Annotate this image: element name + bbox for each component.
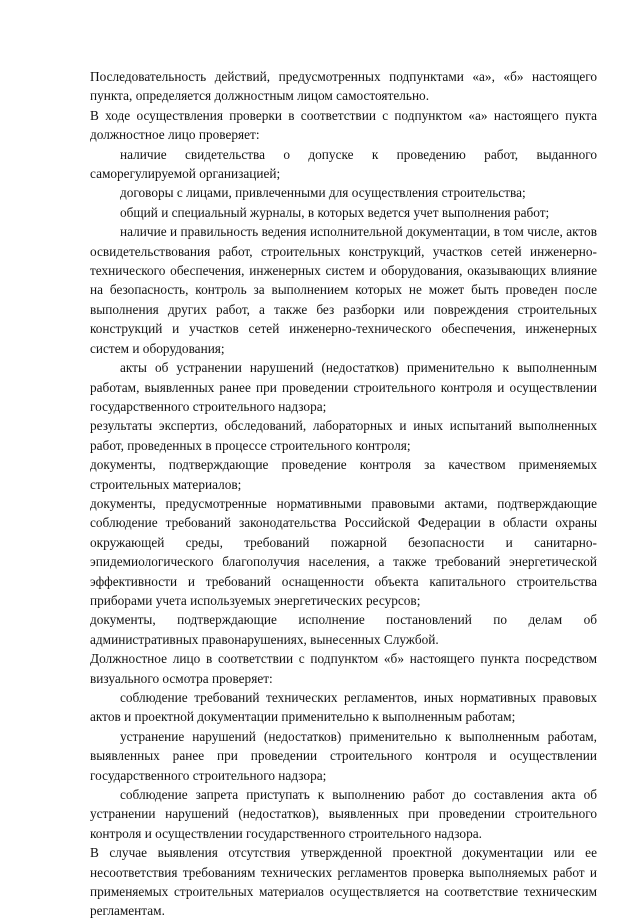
paragraph-2: В ходе осуществления проверки в соответствии с подпунктом «а» настоящего пукта должностное лицо проверяет: (90, 107, 597, 143)
paragraph-11: документы, подтверждающие исполнение постановлений по делам об административных правонарушениях, вынесенных Службой. (90, 612, 597, 647)
paragraph-3: наличие свидетельства о допуске к проведению работ, выданного саморегулируемой организацией; (90, 146, 597, 182)
paragraph-1: Последовательность действий, предусмотренных подпунктами «а», «б» настоящего пункта, определяется должностным лицом самостоятельно. (90, 69, 597, 104)
paragraph-10: документы, предусмотренные нормативными правовыми актами, подтверждающие соблюдение требований законодательства Российской Федерации в области охраны окружающей среды, требований пожарной безопасности и санитарно-эпидемиологического благополучия населения, а также требований энергетической эффективности и требований оснащенности объекта капитального строительства приборами учета используемых энергетических ресурсов; (90, 495, 597, 608)
paragraph-7: акты об устранении нарушений (недостатков) применительно к выполненным работам, выявленных ранее при проведении строительного контроля и осуществлении государственного строительного надзора; (90, 360, 597, 414)
paragraph-5: общий и специальный журналы, в которых ведется учет выполнения работ; (120, 204, 550, 220)
paragraph-15: соблюдение запрета приступать к выполнению работ до составления акта об устранении нарушений (недостатков), выявленных при проведении строительного контроля и осуществлении государственного строительного надзора. (90, 787, 597, 841)
paragraph-9: документы, подтверждающие проведение контроля за качеством применяемых строительных материалов; (90, 457, 597, 492)
paragraph-4: договоры с лицами, привлеченными для осуществления строительства; (120, 185, 526, 201)
paragraph-6: наличие и правильность ведения исполнительной документации, в том числе, актов освидетельствования работ, строительных конструкций, участков сетей инженерно-технического обеспечения, инженерных систем и оборудования, оказывающих влияние на безопасность, контроль за выполнением которых не может быть проведен после выполнения других работ, а также без разборки или повреждения строительных конструкций и участков сетей инженерно-технического обеспечения, инженерных систем и оборудования; (90, 224, 597, 356)
paragraph-13: соблюдение требований технических регламентов, иных нормативных правовых актов и проектной документации применительно к выполненным работам; (90, 690, 597, 725)
paragraph-8: результаты экспертиз, обследований, лабораторных и иных испытаний выполненных работ, проведенных в процессе строительного контроля; (90, 418, 597, 453)
paragraph-16: В случае выявления отсутствия утвержденной проектной документации или ее несоответствия требованиям технических регламентов проверка выполняемых работ и применяемых строительных материалов осуществляется на соответствие техническим регламентам. (90, 845, 597, 919)
document-page (90, 67, 597, 921)
paragraph-14: устранение нарушений (недостатков) применительно к выполненным работам, выявленных ранее при проведении строительного контроля и осуществлении государственного строительного надзора; (90, 728, 597, 783)
paragraph-12: Должностное лицо в соответствии с подпунктом «б» настоящего пункта посредством визуального осмотра проверяет: (90, 651, 597, 686)
